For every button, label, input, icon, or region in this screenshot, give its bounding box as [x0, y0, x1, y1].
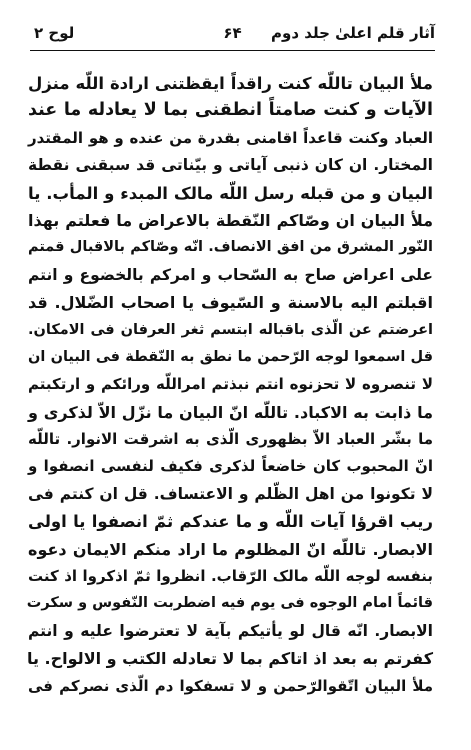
text-line: ملأ البیان اتّقوالرّحمن و لا تسفکوا دم الّذی نصرکم فی	[28, 676, 433, 695]
text-line: انّ المحبوب کان خاضعاً لذکری فکیف لنفسی انصفوا و	[28, 457, 433, 476]
text-line: اقبلتم الیه بالاسنة و السّیوف یا اصحاب الضّلال. قد	[28, 293, 433, 313]
text-line: ما ذابت به الاکباد. تاللّه انّ البیان ما نزّل الاّ لذکری و	[28, 402, 433, 422]
text-line: الابصار. تاللّه انّ المظلوم ما اراد منکم الایمان دعوه	[28, 539, 433, 559]
page-body	[28, 70, 433, 700]
text-line: العباد وکنت قاعداً اقامنی بقدرة من عنده و هو المقتدر	[28, 128, 433, 147]
text-line: لا تنصروه لا تحزنوه انتم نبذتم امراللّه ورائکم و ارتکبتم	[28, 375, 433, 394]
text-line: ملأ البیان تاللّه کنت راقداً ایقظتنی ارادة اللّه منزل	[28, 74, 433, 93]
header-divider	[30, 50, 435, 51]
text-line: قائماً امام الوجوه فی یوم فیه اضطربت النّفوس و سکرت	[26, 595, 433, 612]
page-header	[30, 14, 435, 54]
text-line: قل اسمعوا لوجه الرّحمن ما نطق به النّقطة فی البیان ان	[28, 348, 433, 365]
text-line: الآیات و کنت صامتاً انطقنی بما لا یعادله ما عند	[28, 100, 433, 121]
text-line: المختار. ان کان ذنبی آیاتی و بیّناتی قد سبقنی نقطة	[28, 156, 433, 175]
text-line: ریب اقرؤا آیات اللّه و ما عندکم ثمّ انصفوا یا اولی	[28, 512, 433, 532]
text-line: الابصار. انّه قال لو یأتیکم بآیة لا تعترضوا علیه و انتم	[28, 621, 433, 640]
tablet-label: لوح ۲	[34, 24, 75, 42]
text-line: بنفسه لوجه اللّه مالک الرّقاب. انظروا ثمّ اذکروا اذ کنت	[28, 567, 433, 586]
text-line: ما بشّر العباد الاّ بظهوری الّذی به اشرقت الانوار. تاللّه	[28, 430, 433, 449]
text-line: ملأ البیان ان وصّاکم النّقطة بالاعراض ما فعلتم بهذا	[28, 210, 433, 230]
text-line: النّور المشرق من افق الانصاف. انّه وصّاکم بالاقبال قمتم	[28, 239, 433, 256]
text-line: لا تکونوا من اهل الظّلم و الاعتساف. قل ان کنتم فی	[28, 484, 433, 503]
text-line: البیان و من قبله رسل اللّه مالک المبدء و المأب. یا	[28, 183, 433, 203]
book-title: آثار قلم اعلیٰ جلد دوم	[271, 24, 435, 42]
text-line: علی اعراض صاح به السّحاب و امرکم بالخضوع و انتم	[28, 265, 433, 284]
text-line: کفرتم به بعد اذ اتاکم بما لا تعادله الکتب و الالواح. یا	[26, 649, 433, 669]
page-number: ۶۴	[223, 24, 242, 42]
text-line: اعرضتم عن الّذی باقباله ابتسم ثغر العرفان فی الامکان.	[28, 321, 433, 338]
